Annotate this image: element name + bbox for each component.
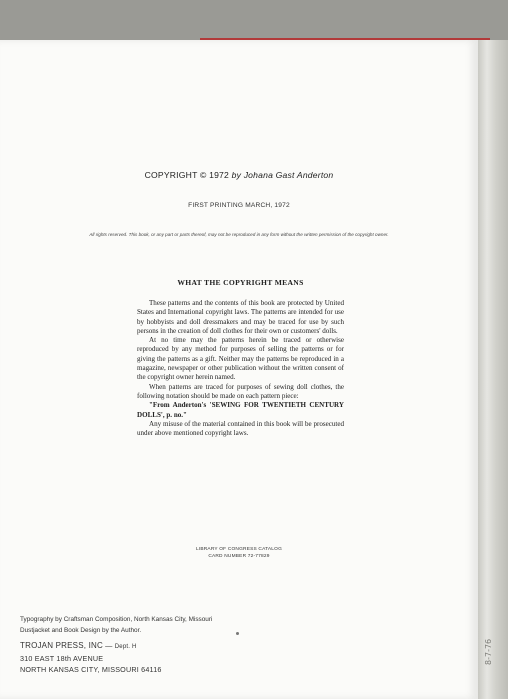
notation-quote: "From Anderton's 'SEWING FOR TWENTIETH CENTURY DOLLS', p. no." — [137, 401, 344, 419]
page-edge-stack — [478, 40, 508, 699]
copyright-year: 1972 — [209, 170, 230, 180]
rights-notice: All rights reserved. This book, or any part or parts thereof, may not be reproduced in any form without the written permission of the copyright owner. — [89, 232, 389, 237]
speck — [236, 632, 239, 635]
copyright-author: Johana Gast Anderton — [243, 170, 334, 180]
copyright-symbol: © — [199, 170, 207, 180]
copyright-section — [137, 278, 344, 438]
copyright-by: by — [231, 170, 242, 180]
credits — [20, 614, 212, 636]
publisher-city: NORTH KANSAS CITY, MISSOURI 64116 — [20, 665, 162, 674]
typography-credit: Typography by Craftsman Composition, North Kansas City, Missouri — [20, 616, 213, 623]
paragraph-2: At no time may the patterns herein be traced or otherwise reproduced by any method for purposes of selling the patterns or for giving the patterns as a gift. Neither may the patterns be reproduced in a magazine, newspaper or other publication without the written consent of the copyright owner herein named. — [137, 336, 344, 382]
copyright-label: COPYRIGHT — [144, 170, 198, 180]
publisher-name: TROJAN PRESS, INC — [20, 641, 103, 650]
copyright-line — [0, 170, 478, 180]
paragraph-3: When patterns are traced for purposes of sewing doll clothes, the following notation should be made on each pattern piece: — [137, 382, 344, 400]
cover-board — [0, 0, 508, 40]
publisher-dash: — — [102, 641, 115, 650]
paragraph-4: Any misuse of the material contained in this book will be prosecuted under above mentioned copyright laws. — [137, 419, 344, 438]
design-credit: Dustjacket and Book Design by the Author. — [20, 627, 142, 634]
section-title: WHAT THE COPYRIGHT MEANS — [177, 278, 304, 287]
publisher-dept: Dept. H — [114, 644, 137, 650]
catalog-card-number: CARD NUMBER 72-77829 — [208, 554, 270, 559]
paragraph-1: These patterns and the contents of this book are protected by United States and International copyright laws. The patterns are intended for use by hobbyists and doll dressmakers and may be traced for use by such persons in the creation of doll clothes for their own or customers' dolls. — [137, 299, 344, 335]
publisher-street: 310 EAST 18th AVENUE — [20, 654, 104, 663]
catalog-info — [0, 546, 478, 560]
catalog-line-1: LIBRARY OF CONGRESS CATALOG — [195, 547, 283, 552]
handwritten-note: 8-7-76 — [484, 638, 493, 665]
publisher-block — [20, 640, 162, 675]
first-printing: FIRST PRINTING MARCH, 1972 — [188, 202, 290, 209]
